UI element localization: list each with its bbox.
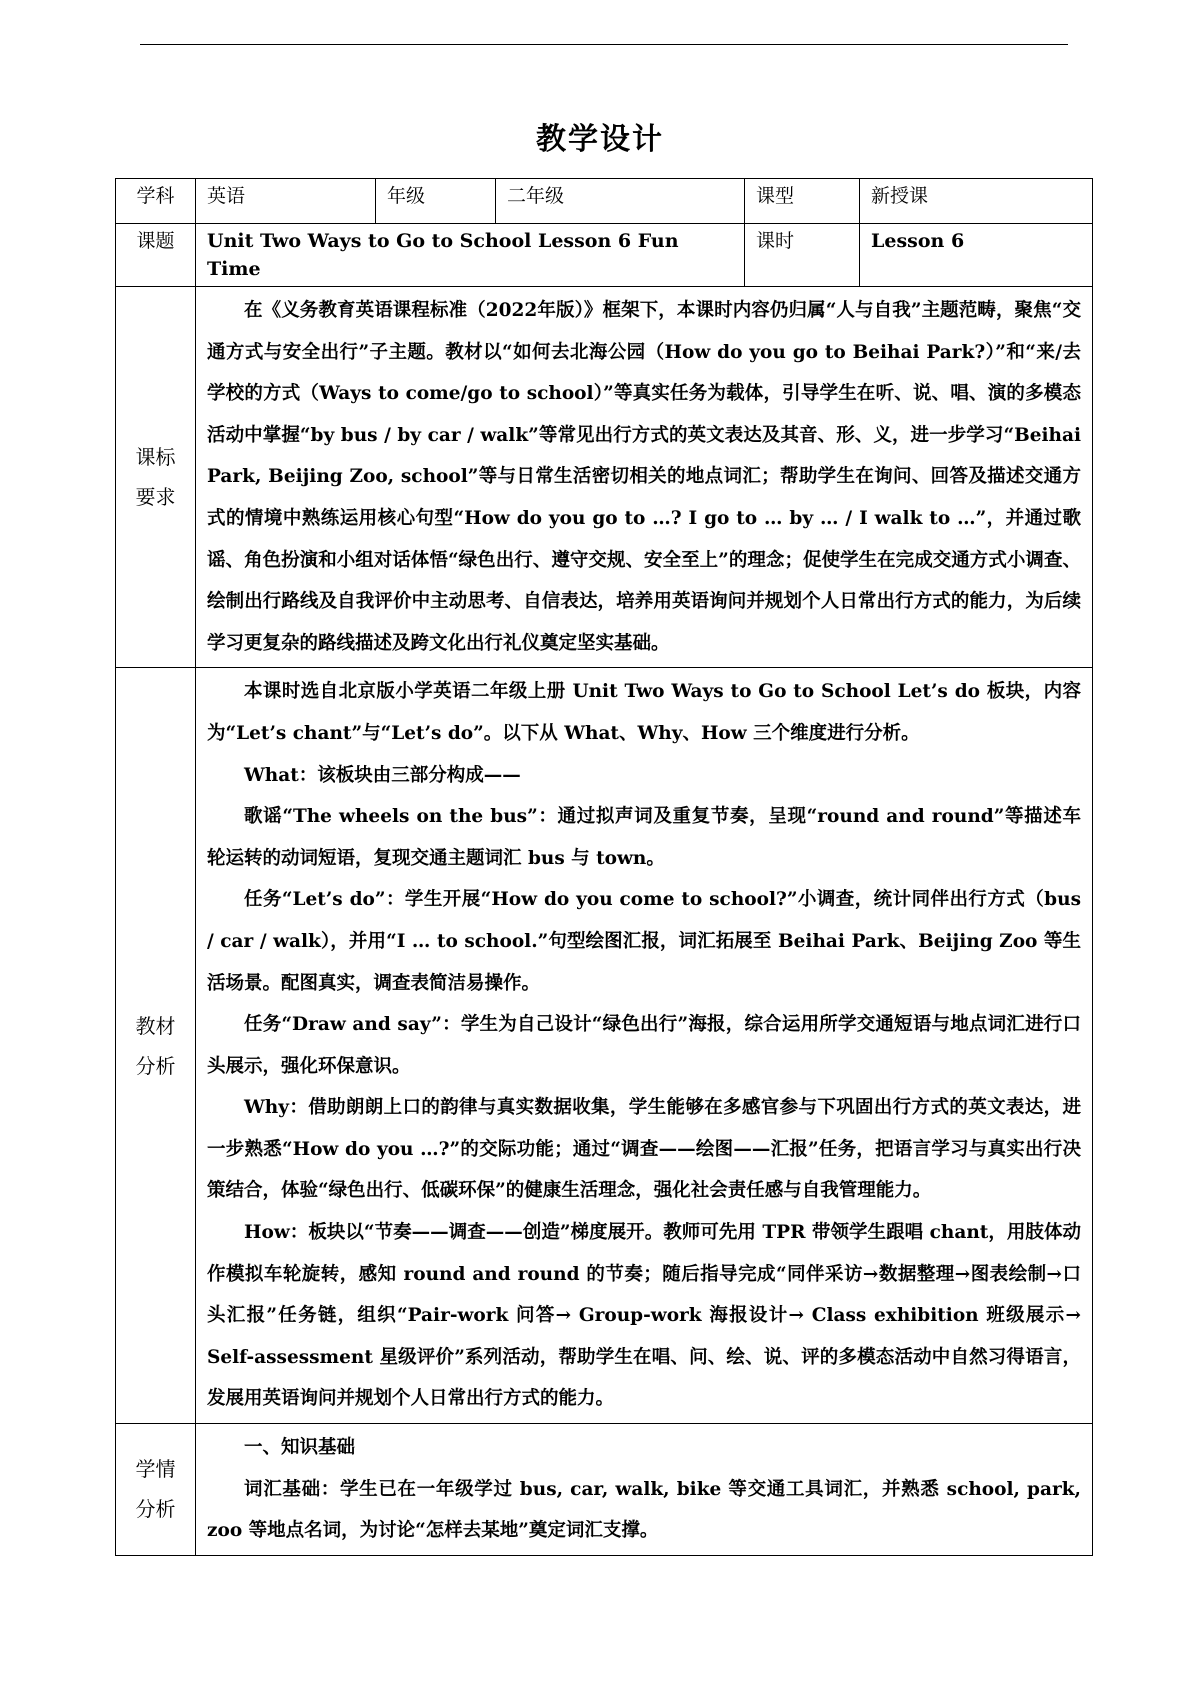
students-label-line1: 学情 bbox=[135, 1457, 176, 1482]
section-curriculum bbox=[116, 287, 1093, 668]
topic-value: Unit Two Ways to Go to School Lesson 6 Fun Time bbox=[196, 224, 745, 287]
lesson-design-table bbox=[115, 178, 1093, 1556]
document-title: 教学设计 bbox=[536, 122, 664, 157]
period-value: Lesson 6 bbox=[860, 224, 1093, 287]
material-paragraph-why: Why：借助朗朗上口的韵律与真实数据收集，学生能够在多感官参与下巩固出行方式的英文表达，进一步熟悉“How do you …?”的交际功能；通过“调查——绘图——汇报”任务，把语言学习与真实出行决策结合，体验“绿色出行、低碳环保”的健康生活理念，强化社会责任感与自我管理能力。 bbox=[207, 1097, 1081, 1202]
curriculum-label bbox=[116, 287, 196, 668]
grade-label: 年级 bbox=[376, 179, 496, 224]
topic-label: 课题 bbox=[116, 224, 196, 287]
header-rule bbox=[140, 44, 1068, 45]
students-paragraph-heading: 一、知识基础 bbox=[244, 1437, 356, 1459]
students-label-line2: 分析 bbox=[135, 1497, 176, 1522]
type-label: 课型 bbox=[745, 179, 860, 224]
curriculum-label-line2: 要求 bbox=[135, 485, 176, 510]
material-paragraph-chant: 歌谣“The wheels on the bus”：通过拟声词及重复节奏，呈现“round and round”等描述车轮运转的动词短语，复现交通主题词汇 bus 与 town。 bbox=[207, 806, 1081, 869]
material-paragraph-intro: 本课时选自北京版小学英语二年级上册 Unit Two Ways to Go to School Let’s do 板块，内容为“Let’s chant”与“Let’s do”。以下从 What、Why、How 三个维度进行分析。 bbox=[207, 681, 1081, 744]
subject-label: 学科 bbox=[116, 179, 196, 224]
material-paragraph-lets-do: 任务“Let’s do”：学生开展“How do you come to school?”小调查，统计同伴出行方式（bus / car / walk），并用“I … to school.”句型绘图汇报，词汇拓展至 Beihai Park、Beijing Zoo 等生活场景。配图真实，调查表简洁易操作。 bbox=[207, 889, 1081, 994]
material-paragraph-what: What：该板块由三部分构成—— bbox=[244, 764, 521, 786]
subject-value: 英语 bbox=[196, 179, 376, 224]
material-label bbox=[116, 668, 196, 1424]
section-students bbox=[116, 1424, 1093, 1556]
material-label-line2: 分析 bbox=[135, 1053, 176, 1078]
type-value: 新授课 bbox=[860, 179, 1093, 224]
material-paragraph-draw-say: 任务“Draw and say”：学生为自己设计“绿色出行”海报，综合运用所学交通短语与地点词汇进行口头展示，强化环保意识。 bbox=[207, 1014, 1081, 1077]
material-content bbox=[196, 668, 1093, 1424]
students-content bbox=[196, 1424, 1093, 1556]
curriculum-paragraph: 在《义务教育英语课程标准（2022年版）》框架下，本课时内容仍归属“人与自我”主题范畴，聚焦“交通方式与安全出行”子主题。教材以“如何去北海公园（How do you go to Beihai Park?）”和“来/去学校的方式（Ways to come/go to school）”等真实任务为载体，引导学生在听、说、唱、演的多模态活动中掌握“by bus / by car / walk”等常见出行方式的英文表达及其音、形、义，进一步学习“Beihai Park, Beijing Zoo, school”等与日常生活密切相关的地点词汇；帮助学生在询问、回答及描述交通方式的情境中熟练运用核心句型“How do you go to …? I go to … by … / I walk to …”，并通过歌谣、角色扮演和小组对话体悟“绿色出行、遵守交规、安全至上”的理念；促使学生在完成交通方式小调查、绘制出行路线及自我评价中主动思考、自信表达，培养用英语询问并规划个人日常出行方式的能力，为后续学习更复杂的路线描述及跨文化出行礼仪奠定坚实基础。 bbox=[207, 300, 1081, 654]
material-paragraph-how: How：板块以“节奏——调查——创造”梯度展开。教师可先用 TPR 带领学生跟唱 chant，用肢体动作模拟车轮旋转，感知 round and round 的节奏；随后指导完成“同伴采访→数据整理→图表绘制→口头汇报”任务链，组织“Pair-work 问答→ Group-work 海报设计→ Class exhibition 班级展示→ Self-assessment 星级评价”系列活动，帮助学生在唱、问、绘、说、评的多模态活动中自然习得语言，发展用英语询问并规划个人日常出行方式的能力。 bbox=[207, 1222, 1081, 1410]
grade-value: 二年级 bbox=[496, 179, 745, 224]
info-row-2 bbox=[116, 224, 1093, 287]
period-label: 课时 bbox=[745, 224, 860, 287]
material-label-line1: 教材 bbox=[135, 1013, 176, 1038]
curriculum-content bbox=[196, 287, 1093, 668]
students-paragraph-vocab: 词汇基础：学生已在一年级学过 bus, car, walk, bike 等交通工具词汇，并熟悉 school, park, zoo 等地点名词，为讨论“怎样去某地”奠定词汇支撑。 bbox=[207, 1478, 1081, 1542]
section-material bbox=[116, 668, 1093, 1424]
info-row-1 bbox=[116, 179, 1093, 224]
students-label bbox=[116, 1424, 196, 1556]
curriculum-label-line1: 课标 bbox=[135, 445, 176, 470]
